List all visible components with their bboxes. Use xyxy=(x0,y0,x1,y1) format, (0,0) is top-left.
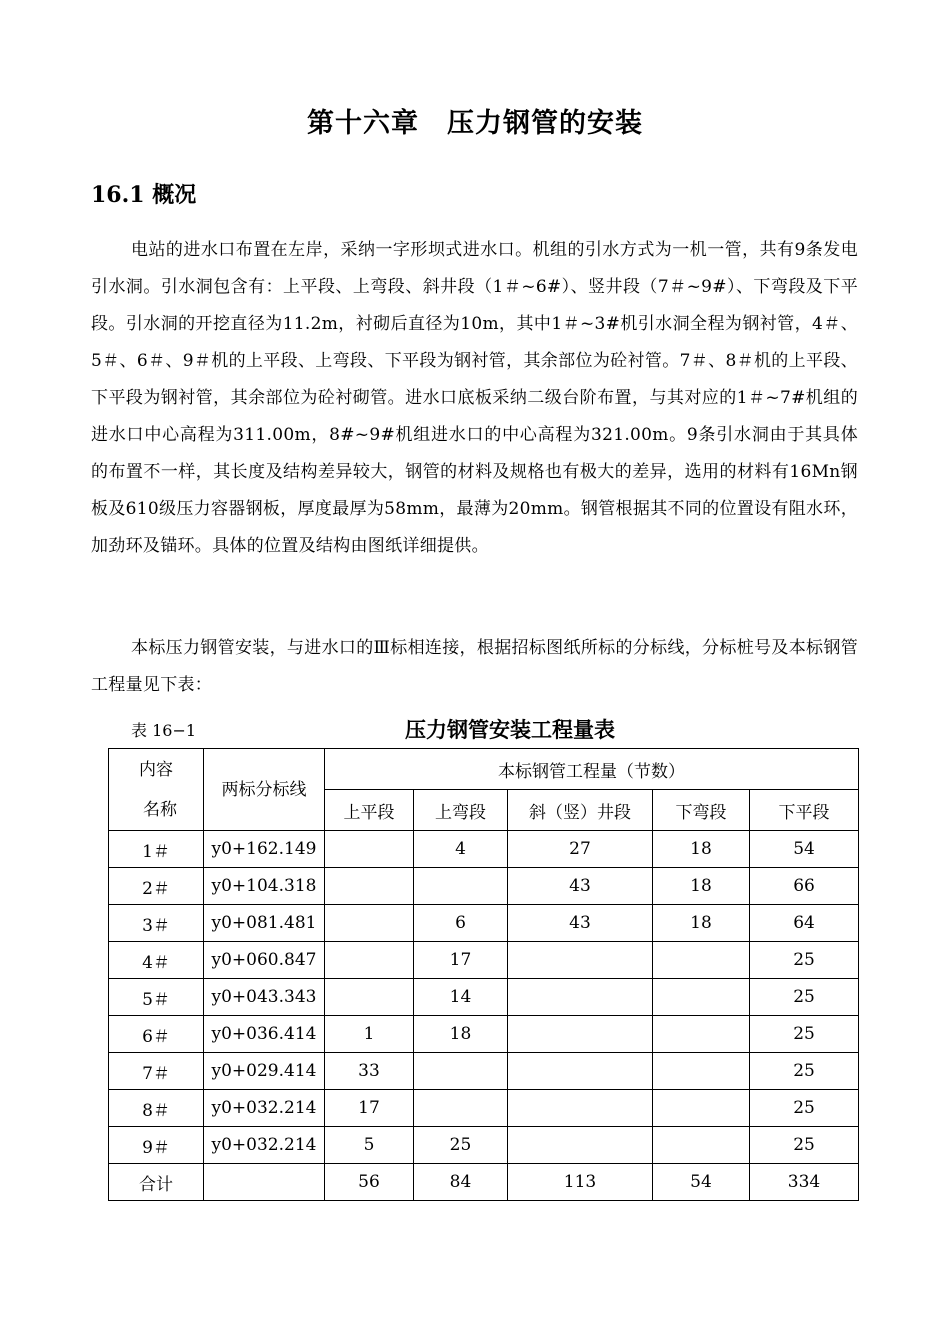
table-cell: 1 xyxy=(325,1016,414,1053)
table-cell: 54 xyxy=(750,831,859,868)
table-cell xyxy=(508,942,653,979)
table-cell: 18 xyxy=(653,905,750,942)
table-cell xyxy=(653,1016,750,1053)
table-cell: y0+081.481 xyxy=(204,905,325,942)
table-cell: 7＃ xyxy=(109,1053,204,1090)
table-cell: 25 xyxy=(750,1016,859,1053)
table-cell: y0+029.414 xyxy=(204,1053,325,1090)
table-cell: 334 xyxy=(750,1164,859,1201)
column-header: 上弯段 xyxy=(414,790,508,831)
table-cell xyxy=(414,1090,508,1127)
table-cell: y0+060.847 xyxy=(204,942,325,979)
column-header: 下平段 xyxy=(750,790,859,831)
table-cell xyxy=(508,1127,653,1164)
intro-table-paragraph: 本标压力钢管安装，与进水口的Ⅲ标相连接，根据招标图纸所标的分标线，分标桩号及本标钢管工程量见下表： xyxy=(91,638,858,695)
table-row xyxy=(109,1090,859,1127)
table-cell: 18 xyxy=(414,1016,508,1053)
table-cell: 17 xyxy=(414,942,508,979)
overview-paragraph: 电站的进水口布置在左岸，采纳一字形坝式进水口。机组的引水方式为一机一管，共有9条发电引水洞。引水洞包含有：上平段、上弯段、斜井段（1＃~6#）、竖井段（7＃~9#）、下弯段及下平段。引水洞的开挖直径为11.2m，衬砌后直径为10m，其中1＃~3#机引水洞全程为钢衬管，4＃、5＃、6＃、9＃机的上平段、上弯段、下平段为钢衬管，其余部位为砼衬管。7＃、8＃机的上平段、下平段为钢衬管，其余部位为砼衬砌管。进水口底板采纳二级台阶布置，与其对应的1＃~7#机组的进水口中心高程为311.00m，8#~9#机组进水口的中心高程为321.00m。9条引水洞由于其具体的布置不一样，其长度及结构差异较大，钢管的材料及规格也有极大的差异，选用的材料有16Mn钢板及610级压力容器钢板，厚度最厚为58mm，最薄为20mm。钢管根据其不同的位置设有阻水环，加劲环及锚环。具体的位置及结构由图纸详细提供。 xyxy=(91,240,858,556)
header-boundary-cell xyxy=(204,749,325,831)
chapter-title: 第十六章 压力钢管的安装 xyxy=(307,108,643,139)
table-cell: 4 xyxy=(414,831,508,868)
table-cell: 27 xyxy=(508,831,653,868)
quantity-table xyxy=(108,748,859,1201)
table-row xyxy=(109,1053,859,1090)
table-cell: 2＃ xyxy=(109,868,204,905)
table-cell: 25 xyxy=(750,979,859,1016)
table-number: 表 16−1 xyxy=(131,721,197,740)
table-cell xyxy=(653,979,750,1016)
table-cell: 4＃ xyxy=(109,942,204,979)
table-cell xyxy=(508,1016,653,1053)
header-content: 内容 xyxy=(139,759,173,780)
table-cell: 6 xyxy=(414,905,508,942)
table-cell xyxy=(325,831,414,868)
column-header: 下弯段 xyxy=(653,790,750,831)
table-cell: 56 xyxy=(325,1164,414,1201)
table-cell: 8＃ xyxy=(109,1090,204,1127)
table-cell xyxy=(325,942,414,979)
table-cell: 64 xyxy=(750,905,859,942)
table-cell xyxy=(508,1090,653,1127)
table-row xyxy=(109,905,859,942)
table-cell: y0+043.343 xyxy=(204,979,325,1016)
table-body xyxy=(109,831,859,1201)
table-cell: 66 xyxy=(750,868,859,905)
table-header-row xyxy=(109,749,859,790)
table-cell xyxy=(325,979,414,1016)
table-cell: 25 xyxy=(750,942,859,979)
table-cell xyxy=(508,1053,653,1090)
table-cell: 5 xyxy=(325,1127,414,1164)
table-cell: 1＃ xyxy=(109,831,204,868)
table-cell: y0+032.214 xyxy=(204,1127,325,1164)
table-cell xyxy=(508,979,653,1016)
table-cell: 54 xyxy=(653,1164,750,1201)
table-cell: 3＃ xyxy=(109,905,204,942)
table-cell: 9＃ xyxy=(109,1127,204,1164)
table-row xyxy=(109,979,859,1016)
table-cell xyxy=(653,1090,750,1127)
table-cell: 18 xyxy=(653,831,750,868)
table-cell xyxy=(325,905,414,942)
header-boundary: 两标分标线 xyxy=(221,779,307,800)
table-cell: 33 xyxy=(325,1053,414,1090)
table-cell xyxy=(204,1164,325,1201)
column-header: 斜（竖）井段 xyxy=(508,790,653,831)
table-cell xyxy=(653,1127,750,1164)
column-header: 上平段 xyxy=(325,790,414,831)
table-row xyxy=(109,942,859,979)
table-row xyxy=(109,1127,859,1164)
table-cell: y0+104.318 xyxy=(204,868,325,905)
table-cell: 25 xyxy=(414,1127,508,1164)
table-cell xyxy=(653,942,750,979)
table-cell: 6＃ xyxy=(109,1016,204,1053)
table-cell xyxy=(325,868,414,905)
table-cell: 5＃ xyxy=(109,979,204,1016)
table-cell: 25 xyxy=(750,1053,859,1090)
header-name: 名称 xyxy=(143,799,177,820)
table-cell: y0+032.214 xyxy=(204,1090,325,1127)
table-row xyxy=(109,831,859,868)
table-cell: 合计 xyxy=(109,1164,204,1201)
table-row xyxy=(109,1016,859,1053)
table-cell xyxy=(414,868,508,905)
header-group: 本标钢管工程量（节数） xyxy=(325,749,859,790)
header-content-name-cell xyxy=(109,749,204,831)
table-cell: 84 xyxy=(414,1164,508,1201)
table-cell: 18 xyxy=(653,868,750,905)
table-cell: y0+036.414 xyxy=(204,1016,325,1053)
table-title: 压力钢管安装工程量表 xyxy=(405,717,615,742)
table-cell: y0+162.149 xyxy=(204,831,325,868)
section-title: 16.1 概况 xyxy=(91,182,197,208)
table-total-row xyxy=(109,1164,859,1201)
table-cell: 25 xyxy=(750,1090,859,1127)
table-cell: 17 xyxy=(325,1090,414,1127)
table-cell: 43 xyxy=(508,905,653,942)
table-cell: 14 xyxy=(414,979,508,1016)
table-cell: 43 xyxy=(508,868,653,905)
table-cell xyxy=(414,1053,508,1090)
table-cell: 25 xyxy=(750,1127,859,1164)
table-cell: 113 xyxy=(508,1164,653,1201)
table-row xyxy=(109,868,859,905)
table-cell xyxy=(653,1053,750,1090)
